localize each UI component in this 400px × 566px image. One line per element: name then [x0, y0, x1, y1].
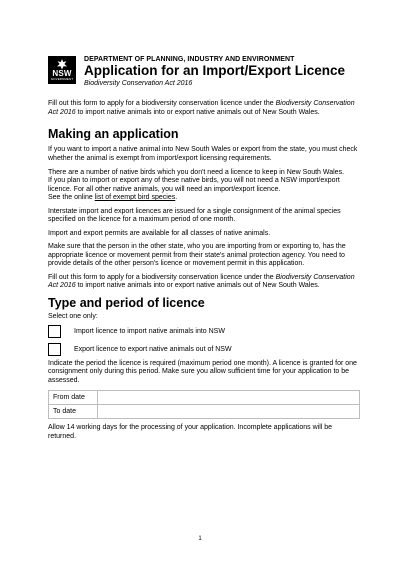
- department-name: DEPARTMENT OF PLANNING, INDUSTRY AND ENVIRONMENT: [84, 56, 295, 63]
- paragraph-processing-time: Allow 14 working days for the processing of your application. Incomplete applications will be returned.: [48, 424, 333, 440]
- to-date-label: To date: [49, 405, 98, 419]
- act-name: Biodiversity Conservation Act 2016: [48, 273, 355, 290]
- paragraph-other-state: Make sure that the person in the other state, who you are importing from or exporting to, has the appropriate licence or movement permit from their state's animal protection agency. You need to provide details of the other person's licence or movement permit in this application.: [48, 243, 346, 268]
- paragraph-period: Indicate the period the licence is required (maximum period one month). A licence is granted for one consignment only during this period. Make sure you allow sufficient time for your application to be assessed.: [48, 359, 357, 384]
- nsw-government-logo: [48, 56, 76, 84]
- paragraph-exempt-birds: There are a number of native birds which you don't need a licence to keep in New South Wales. If you plan to import or export any of these native birds, you will not need a NSW import/export licence. For all other native animals, you will need an import/export licence. See the online list of exempt bird species.: [48, 168, 345, 202]
- select-one-label: Select one only:: [48, 313, 98, 321]
- page-title: Application for an Import/Export Licence: [84, 63, 346, 78]
- intro-paragraph: Fill out this form to apply for a biodiversity conservation licence under the Biodiversity Conservation Act 2016 to import native animals into or export native animals out of New South Wales.: [48, 100, 355, 116]
- import-licence-label: Import licence to import native animals into NSW: [74, 327, 225, 335]
- exempt-bird-species-link[interactable]: list of exempt bird species: [94, 194, 176, 202]
- logo-subtext: GOVERNMENT: [50, 77, 74, 81]
- from-date-field[interactable]: [98, 391, 360, 405]
- export-licence-checkbox[interactable]: [48, 343, 61, 356]
- act-name: Biodiversity Conservation Act 2016: [48, 100, 355, 116]
- paragraph-exempt-check: If you want to import a native animal into New South Wales or export from the state, you must check whether the animal is exempt from import/export licensing requirements.: [48, 146, 358, 162]
- page-number: 1: [198, 536, 202, 542]
- section-heading-type-period: Type and period of licence: [48, 295, 205, 310]
- paragraph-fill-out: Fill out this form to apply for a biodiversity conservation licence under the Biodiversity Conservation Act 2016 to import native animals into or export native animals out of New South Wales.: [48, 273, 355, 290]
- section-heading-making-application: Making an application: [48, 127, 179, 142]
- to-date-field[interactable]: [98, 405, 360, 419]
- document-body: [48, 100, 360, 446]
- table-row: [49, 391, 360, 405]
- export-licence-label: Export licence to export native animals out of NSW: [74, 345, 232, 353]
- import-licence-checkbox[interactable]: [48, 325, 61, 338]
- paragraph-single-consignment: Interstate import and export licences are issued for a single consignment of the animal species specified on the licence for a maximum period of one month.: [48, 207, 341, 224]
- logo-wordmark: NSW: [52, 69, 72, 78]
- option-export-licence[interactable]: [48, 342, 360, 358]
- licence-period-table: [48, 390, 360, 419]
- option-import-licence[interactable]: [48, 324, 360, 340]
- from-date-label: From date: [49, 391, 98, 405]
- paragraph-permit-classes: Import and export permits are available for all classes of native animals.: [48, 229, 271, 237]
- page-subtitle: Biodiversity Conservation Act 2016: [84, 80, 193, 87]
- table-row: [49, 405, 360, 419]
